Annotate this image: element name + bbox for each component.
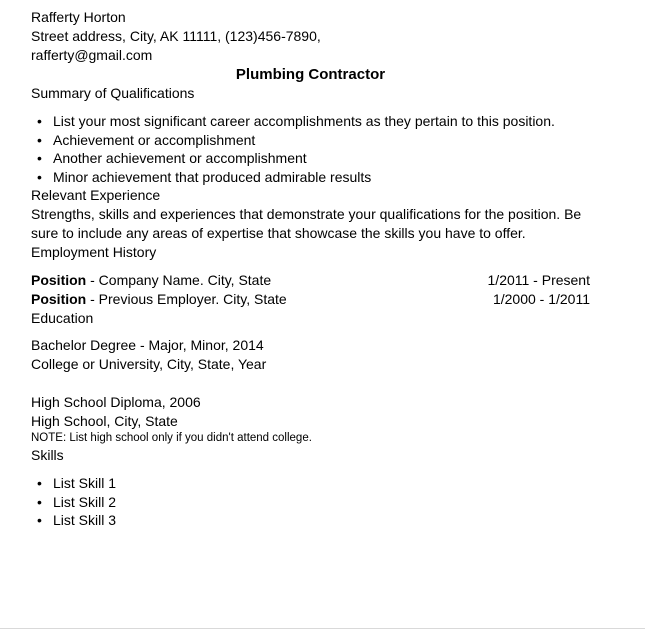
employment-entry [31, 271, 590, 290]
education-college-block [31, 336, 590, 374]
list-item: • List Skill 2 [31, 493, 590, 512]
position-details: - Previous Employer. City, State [86, 291, 287, 307]
highschool-school: High School, City, State [31, 413, 178, 429]
skills-bullet-list [31, 474, 590, 530]
relevant-experience-paragraph: Strengths, skills and experiences that demonstrate your qualifications for the position. Be sure to include any areas of expertise that showcase the skills you have to offer. [31, 206, 582, 241]
highschool-diploma: High School Diploma, 2006 [31, 394, 201, 410]
college-degree: Bachelor Degree - Major, Minor, 2014 [31, 337, 264, 353]
list-item: • Another achievement or accomplishment [31, 149, 590, 168]
position-label: Position [31, 272, 87, 288]
contact-email: rafferty@gmail.com [31, 47, 153, 63]
document-title: Plumbing Contractor [235, 66, 386, 83]
list-item: • List your most significant career accomplishments as they pertain to this position. [31, 112, 590, 131]
college-school: College or University, City, State, Year [31, 356, 267, 372]
highschool-note: NOTE: List high school only if you didn't attend college. [31, 432, 312, 444]
employment-entry-description [31, 290, 480, 309]
employment-entries [31, 271, 590, 309]
section-heading-skills: Skills [31, 447, 64, 463]
list-item: • List Skill 3 [31, 511, 590, 530]
employment-entry [31, 290, 590, 309]
position-label: Position [31, 291, 87, 307]
page-bottom-edge [0, 628, 645, 629]
education-highschool-block [31, 393, 590, 446]
employment-entry-description [31, 271, 480, 290]
summary-bullet-list [31, 112, 590, 186]
contact-address: Street address, City, AK 11111, (123)456-7890, [31, 28, 321, 44]
list-item: • Minor achievement that produced admirable results [31, 168, 590, 187]
contact-header [31, 8, 590, 65]
employment-entry-dates: 1/2000 - 1/2011 [492, 291, 590, 307]
section-heading-employment-history: Employment History [31, 244, 157, 260]
section-heading-education: Education [31, 310, 94, 326]
employment-entry-dates: 1/2011 - Present [487, 272, 590, 288]
contact-name: Rafferty Horton [31, 9, 126, 25]
list-item: • List Skill 1 [31, 474, 590, 493]
list-item: • Achievement or accomplishment [31, 131, 590, 150]
section-heading-summary-of-qualifications: Summary of Qualifications [31, 85, 195, 101]
position-details: - Company Name. City, State [86, 272, 272, 288]
section-heading-relevant-experience: Relevant Experience [31, 187, 161, 203]
